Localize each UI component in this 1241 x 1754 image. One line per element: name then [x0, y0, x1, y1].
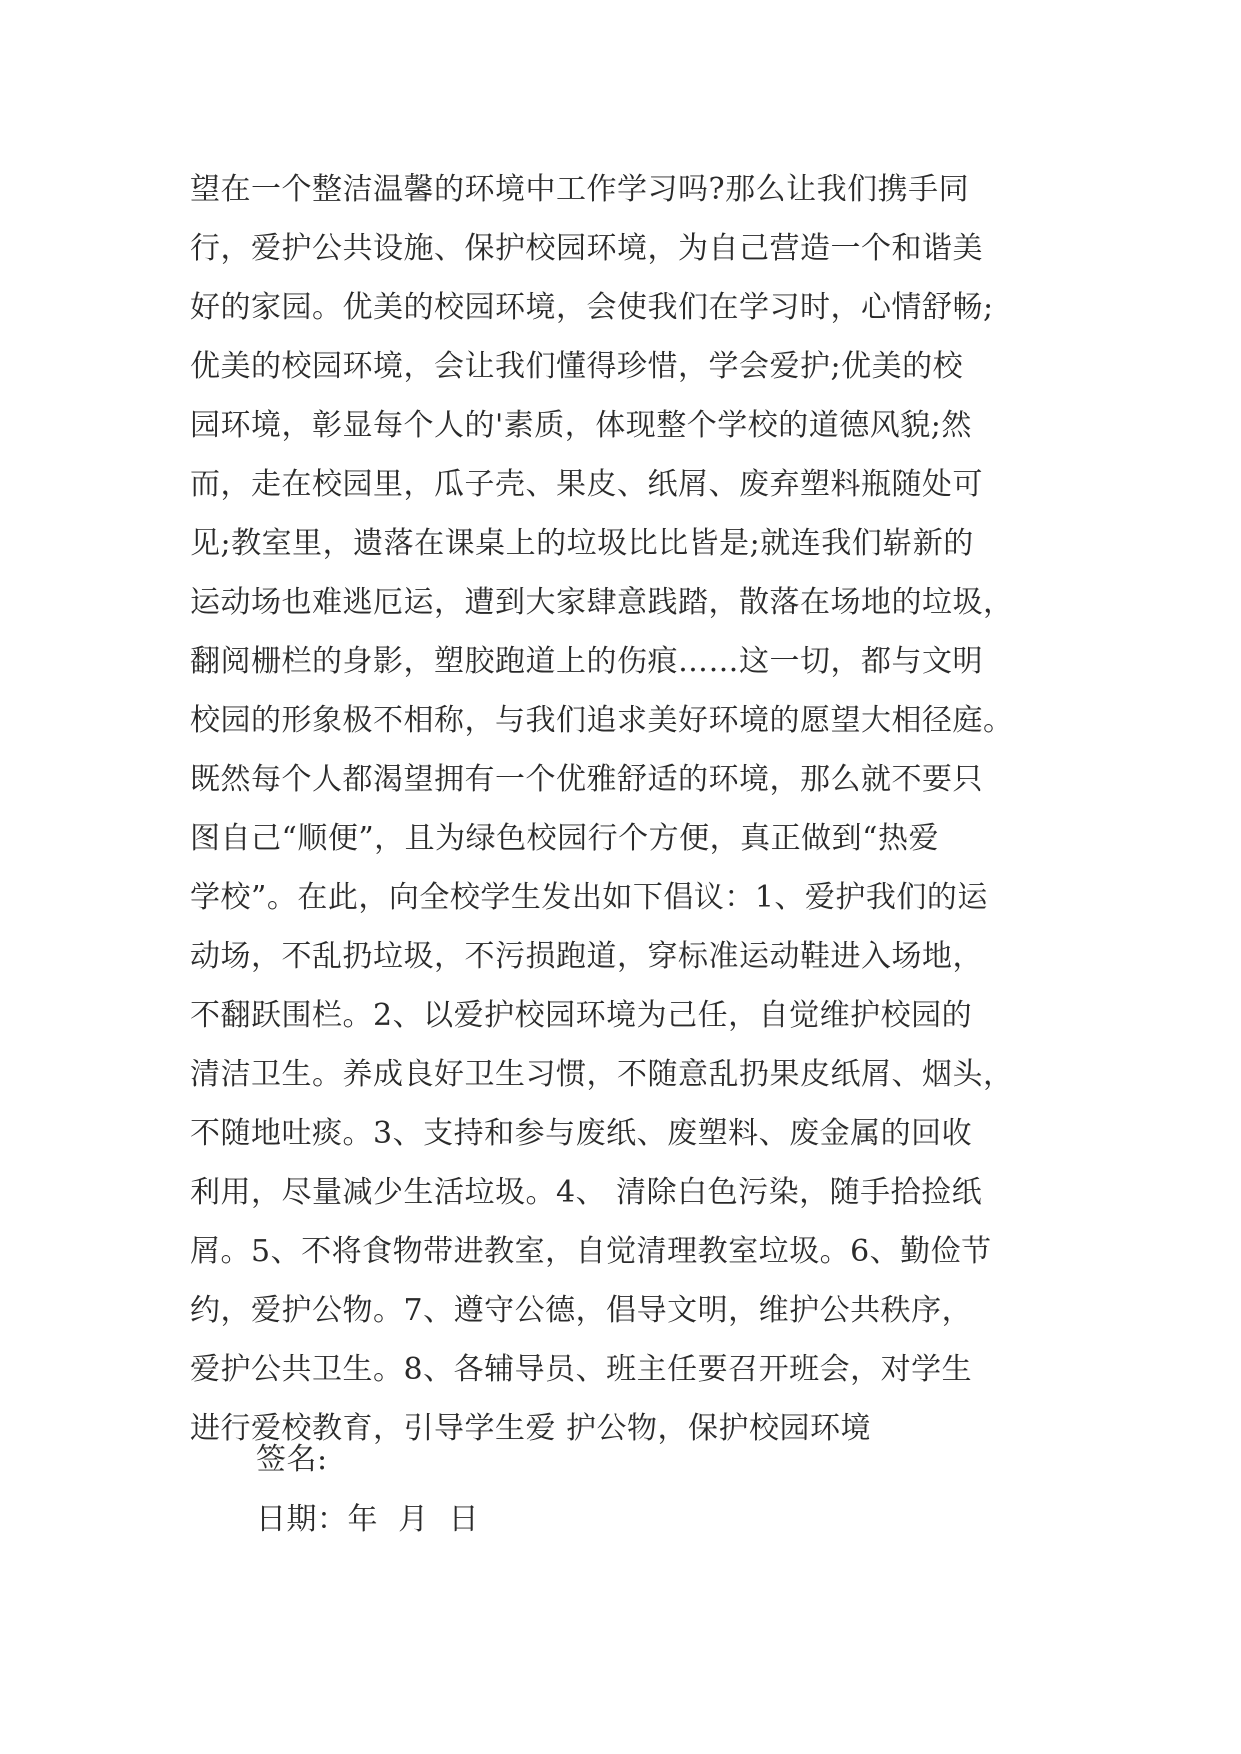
- body-line-14: 动场，不乱扔垃圾，不污损跑道，穿标准运动鞋进入场地，: [190, 939, 983, 974]
- body-line-12: 图自己“顺便”，且为绿色校园行个方便，真正做到“热爱: [190, 821, 940, 856]
- body-line-2: 行，爱护公共设施、保护校园环境，为自己营造一个和谐美: [190, 231, 983, 266]
- body-line-20: 约，爱护公物。7、遵守公德，倡导文明，维护公共秩序，: [190, 1293, 973, 1328]
- body-line-17: 不随地吐痰。3、支持和参与废纸、废塑料、废金属的回收: [190, 1116, 973, 1151]
- body-line-13: 学校”。在此，向全校学生发出如下倡议：1、爱护我们的运: [190, 880, 988, 915]
- body-line-9: 翻阅栅栏的身影，塑胶跑道上的伤痕……这一切，都与文明: [190, 644, 983, 679]
- body-line-22: 进行爱校教育，引导学生爱 护公物，保护校园环境: [190, 1411, 872, 1446]
- body-line-15: 不翻跃围栏。2、以爱护校园环境为己任，自觉维护校园的: [190, 998, 973, 1033]
- body-line-19: 屑。5、不将食物带进教室，自觉清理教室垃圾。6、勤俭节: [190, 1234, 992, 1269]
- body-line-16: 清洁卫生。养成良好卫生习惯，不随意乱扔果皮纸屑、烟头，: [190, 1057, 1014, 1092]
- proposal-body: [190, 160, 1070, 1458]
- signature-block: [256, 1430, 479, 1550]
- body-line-1: 望在一个整洁温馨的环境中工作学习吗?那么让我们携手同: [190, 172, 970, 207]
- body-line-11: 既然每个人都渴望拥有一个优雅舒适的环境，那么就不要只: [190, 762, 983, 797]
- body-line-21: 爱护公共卫生。8、各辅导员、班主任要召开班会，对学生: [190, 1352, 973, 1387]
- body-line-7: 见;教室里，遗落在课桌上的垃圾比比皆是;就连我们崭新的: [190, 526, 974, 561]
- body-line-3: 好的家园。优美的校园环境，会使我们在学习时，心情舒畅;: [190, 290, 994, 325]
- body-line-8: 运动场也难逃厄运，遭到大家肆意践踏，散落在场地的垃圾，: [190, 585, 1014, 620]
- body-line-6: 而，走在校园里，瓜子壳、果皮、纸屑、废弃塑料瓶随处可: [190, 467, 983, 502]
- body-line-5: 园环境，彰显每个人的'素质，体现整个学校的道德风貌;然: [190, 408, 972, 443]
- date-label: 日期：年 月 日: [256, 1502, 480, 1537]
- signature-label: 签名:: [256, 1442, 328, 1477]
- body-line-10: 校园的形象极不相称，与我们追求美好环境的愿望大相径庭。: [190, 703, 1014, 738]
- body-line-18: 利用，尽量减少生活垃圾。4、 清除白色污染，随手拾捡纸: [190, 1175, 983, 1210]
- body-line-4: 优美的校园环境，会让我们懂得珍惜，学会爱护;优美的校: [190, 349, 964, 384]
